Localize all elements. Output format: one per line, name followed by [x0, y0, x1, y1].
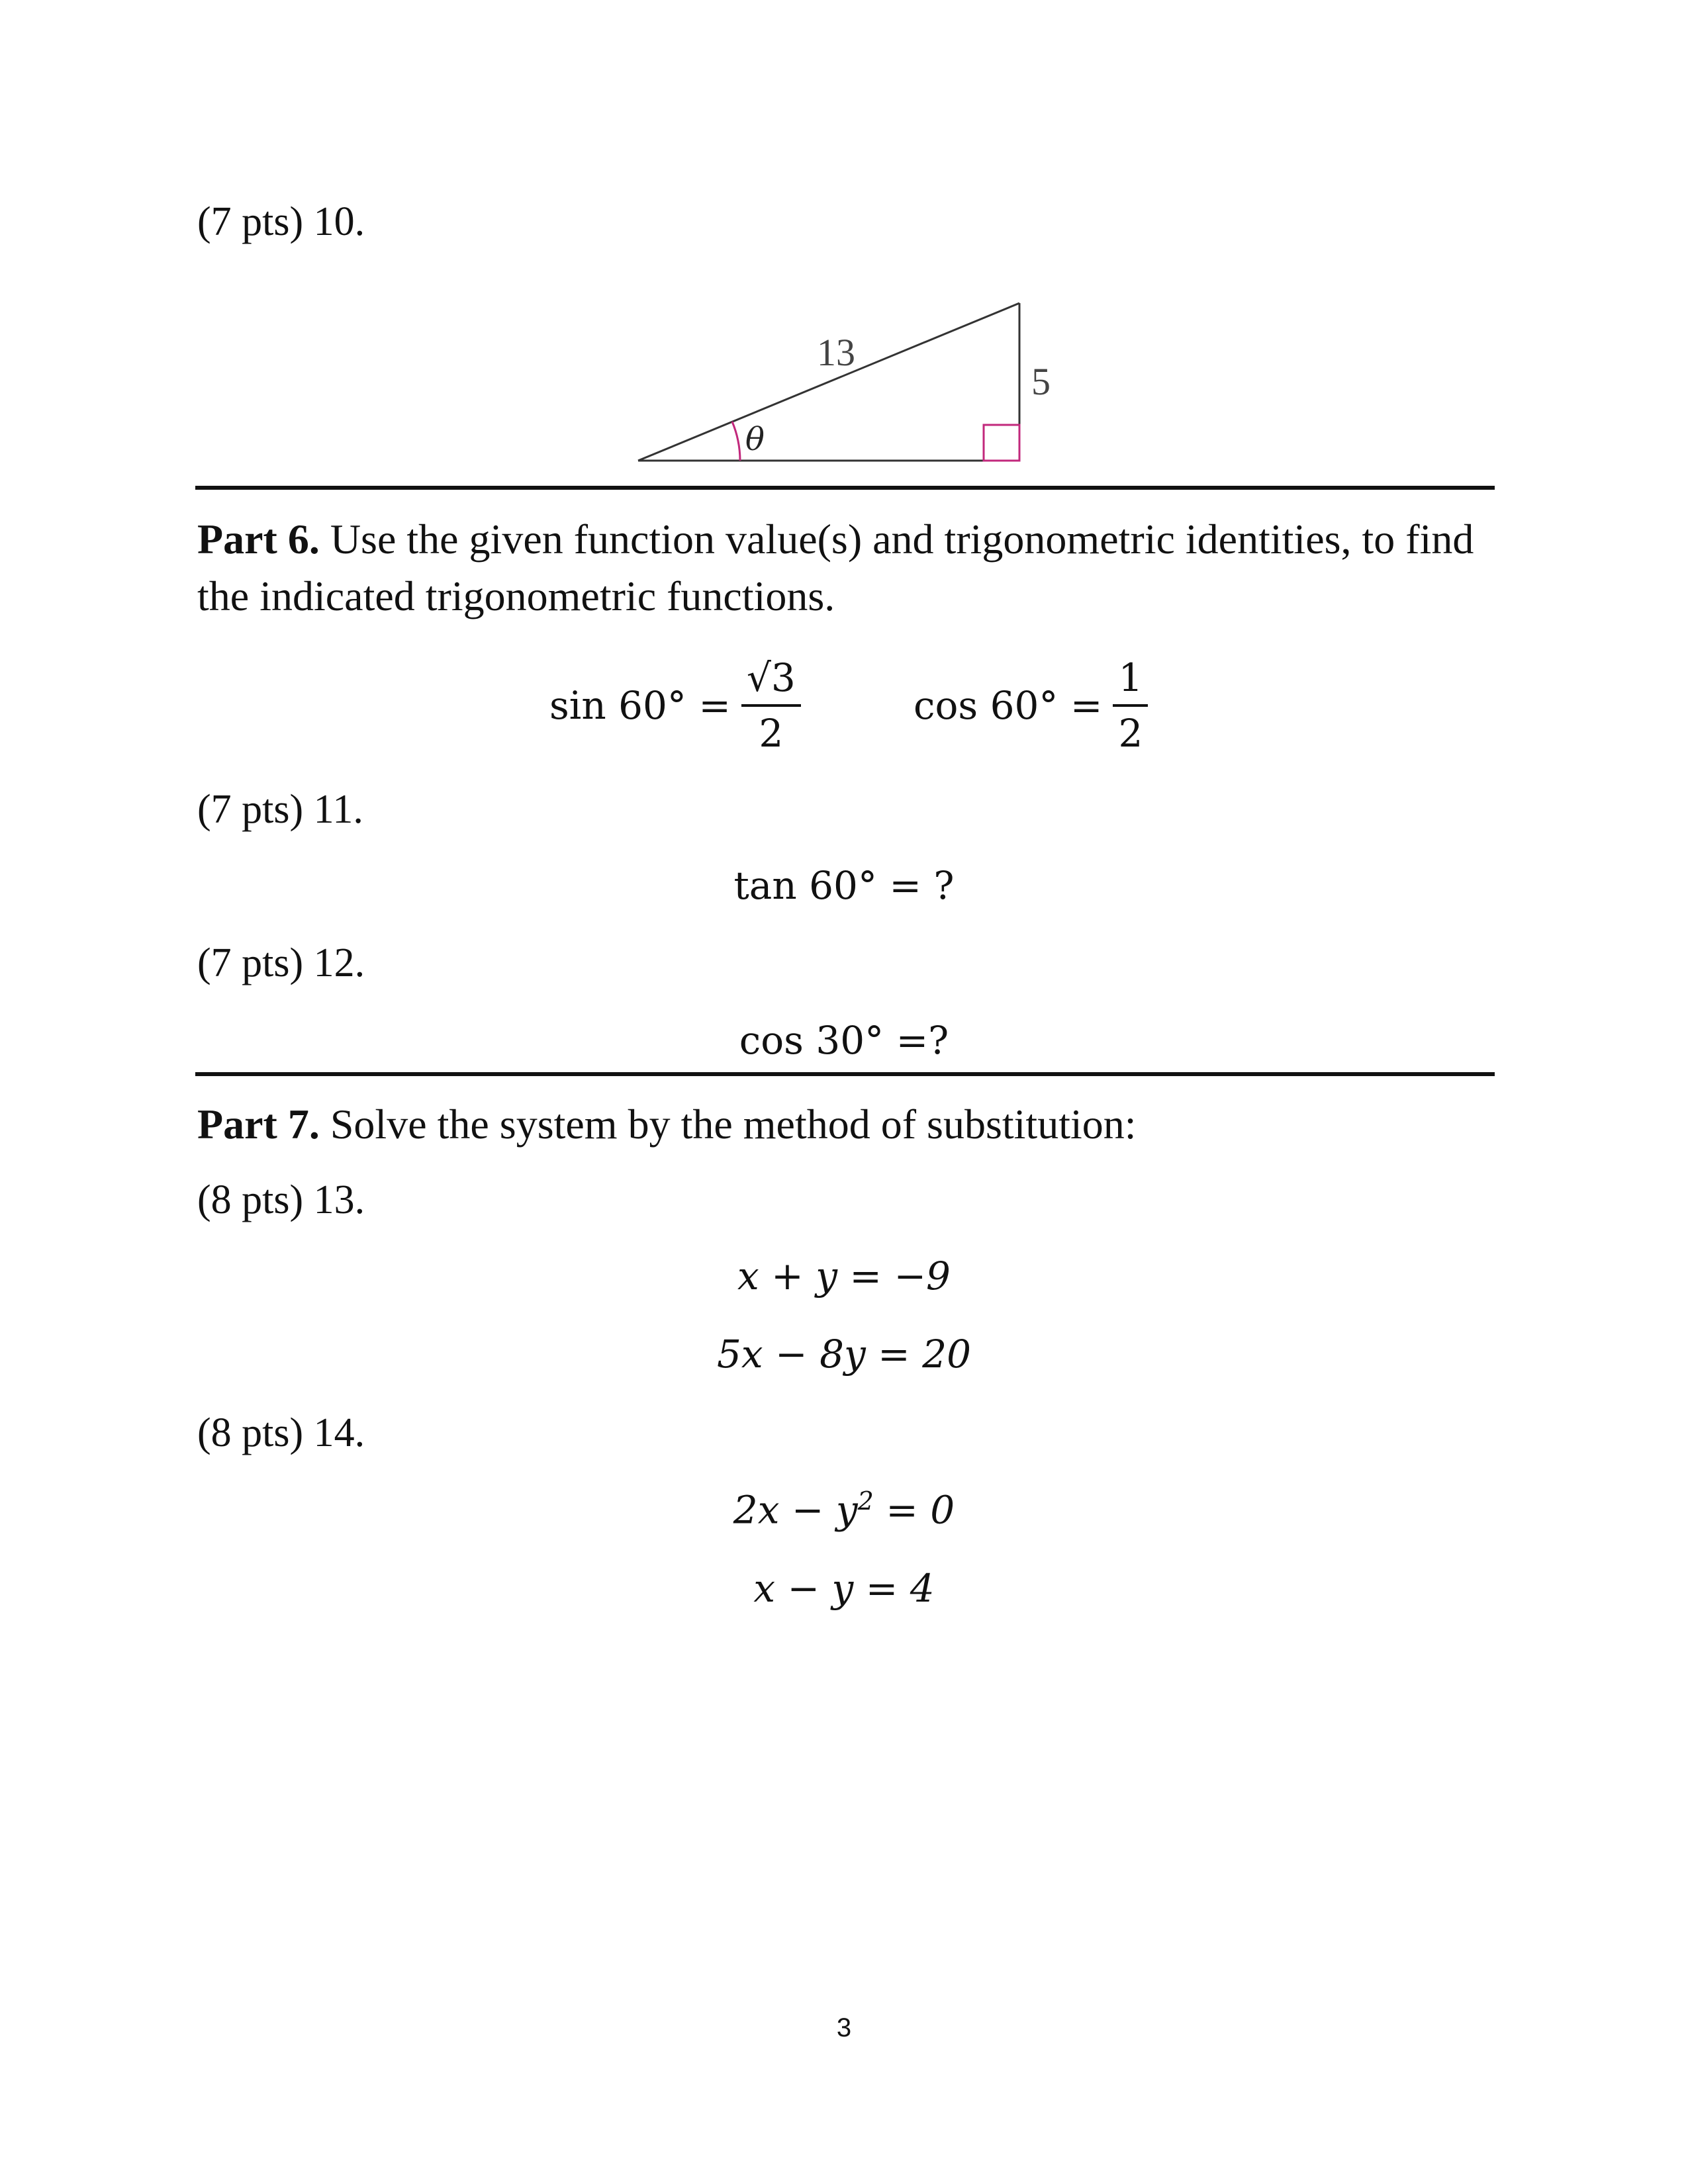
sin-60-denominator: 2	[759, 711, 784, 756]
hypotenuse-label: 13	[817, 331, 855, 374]
section-divider	[195, 1072, 1495, 1076]
cos-60-denominator: 2	[1118, 711, 1143, 756]
sin-60-fraction	[741, 655, 801, 756]
problem-13-equation-2: 5x − 8y = 20	[716, 1332, 972, 1377]
right-triangle-figure	[622, 291, 1051, 470]
problem-11-equation: tan 60° = ?	[733, 863, 955, 908]
cos-60-lhs: cos 60° =	[914, 683, 1103, 728]
problem-14-equation-2: x − y = 4	[753, 1566, 935, 1611]
theta-label: θ	[745, 421, 765, 458]
cos-60-numerator: 1	[1118, 655, 1143, 700]
part-7-title: Part 7.	[197, 1101, 320, 1148]
problem-13-label: (8 pts) 13.	[197, 1177, 365, 1222]
problem-13-equation-1: x + y = −9	[737, 1253, 951, 1298]
part-7-heading	[197, 1096, 1488, 1153]
opposite-side-label: 5	[1031, 360, 1051, 403]
part-6-instruction: Use the given function value(s) and trigonometric identities, to find the indicated trigonometric functions.	[197, 516, 1474, 619]
given-cos-60	[914, 655, 1148, 756]
problem-14-eq1-exponent: 2	[857, 1486, 874, 1516]
cos-60-fraction	[1113, 655, 1148, 756]
part-7-instruction: Solve the system by the method of substitution:	[330, 1101, 1137, 1148]
problem-14-eq1-rest: = 0	[873, 1487, 955, 1533]
triangle-hypotenuse	[638, 303, 1019, 461]
sin-60-numerator: √3	[746, 655, 796, 700]
section-divider	[195, 486, 1495, 490]
given-sin-60	[549, 655, 801, 756]
angle-arc	[732, 422, 740, 461]
problem-12-label: (7 pts) 12.	[197, 940, 365, 985]
problem-11-label: (7 pts) 11.	[197, 787, 363, 832]
problem-10-label: (7 pts) 10.	[197, 199, 365, 244]
problem-14-equation-1	[733, 1486, 955, 1532]
sin-60-lhs: sin 60° =	[549, 683, 731, 728]
part-6-title: Part 6.	[197, 516, 320, 563]
problem-12-equation: cos 30° =?	[739, 1018, 949, 1063]
page-number: 3	[836, 2013, 852, 2042]
part-6-heading	[197, 511, 1488, 625]
problem-14-eq1-main: 2x − y	[733, 1487, 858, 1533]
problem-14-label: (8 pts) 14.	[197, 1410, 365, 1455]
right-angle-marker	[984, 425, 1019, 461]
